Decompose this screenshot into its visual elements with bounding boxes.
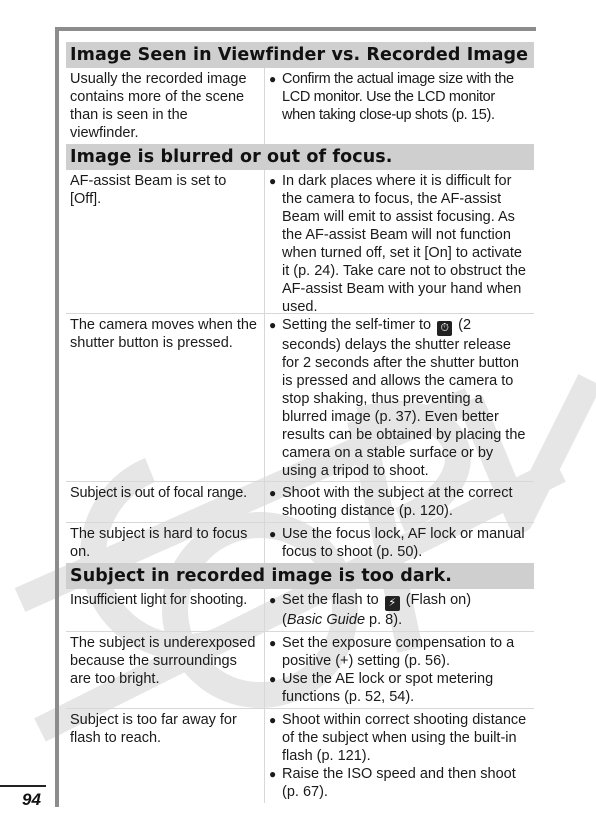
bullet-icon: ● [269,593,277,607]
remedy-cell [265,170,534,313]
cause-cell: The subject is underexposed because the surroundings are too bright. [66,632,265,708]
flash-icon: ⚡ [385,596,400,611]
remedy-item: ● Use the AE lock or spot metering functions (p. 52, 54). [269,671,494,705]
bullet-icon: ● [269,72,276,86]
table-row [66,632,534,709]
table-row [66,482,534,523]
bullet-icon: ● [269,527,277,541]
remedy-cell [265,523,534,563]
section-header-blurred: Image is blurred or out of focus. [66,144,534,170]
section-header-too-dark: Subject in recorded image is too dark. [66,563,534,589]
self-timer-icon: ⏱ [437,321,452,336]
table-row [66,523,534,563]
bullet-icon: ● [269,767,277,781]
cause-cell: The camera moves when the shutter button is pressed. [66,314,265,481]
table-row [66,709,534,803]
page-number-rule [0,785,46,787]
cause-cell: Subject is out of focal range. [66,482,265,522]
remedy-cell [265,589,534,631]
remedy-item: ● In dark places where it is difficult for the camera to focus, the AF-assist Beam will emit to assist focusing. As the AF-assist Beam will not function when turned off, set it [On] to activate it (p. 24). Take care not to obstruct the AF-assist Beam with your hand when used. [269,173,526,315]
page-left-rule [55,27,59,807]
remedy-item: ● Shoot with the subject at the correct shooting distance (p. 120). [269,485,513,519]
table-row [66,68,534,144]
cause-cell: Subject is too far away for flash to reach. [66,709,265,803]
cause-cell: Insufficient light for shooting. [66,589,265,631]
cause-cell: Usually the recorded image contains more of the scene than is seen in the viewfinder. [66,68,265,144]
cause-cell: AF-assist Beam is set to [Off]. [66,170,265,313]
bullet-icon: ● [269,636,277,650]
troubleshooting-table [66,42,534,803]
bullet-icon: ● [269,486,277,500]
table-row [66,589,534,632]
remedy-cell [265,632,534,708]
remedy-item: ● Shoot within correct shooting distance of the subject when using the built-in flash (p. 121). [269,712,527,764]
remedy-item: ● Confirm the actual image size with the LCD monitor. Use the LCD monitor when taking close-up shots (p. 15). [269,71,514,123]
table-row [66,170,534,314]
remedy-cell [265,68,534,144]
remedy-item: ● Setting the self-timer to ⏱ (2 seconds) delays the shutter release for 2 seconds after the shutter button is pressed and allows the camera to stop shaking, thus preventing a blurred image (p. 37). Even better results can be obtained by placing the camera on a stable surface or by using a tripod to shoot. [269,317,526,479]
remedy-cell [265,709,534,803]
remedy-cell [265,482,534,522]
bullet-icon: ● [269,713,277,727]
bullet-icon: ● [269,672,277,686]
bullet-icon: ● [269,318,277,332]
section-header-viewfinder: Image Seen in Viewfinder vs. Recorded Image [66,42,534,68]
remedy-item: ● Set the flash to ⚡ (Flash on) (Basic Guide p. 8). [269,592,472,628]
table-row [66,314,534,482]
remedy-item: ● Raise the ISO speed and then shoot (p. 67). [269,766,516,800]
remedy-cell [265,314,534,481]
remedy-item: ● Use the focus lock, AF lock or manual focus to shoot (p. 50). [269,526,525,560]
page-top-rule [55,27,536,31]
remedy-item: ● Set the exposure compensation to a positive (+) setting (p. 56). [269,635,515,669]
page-number: 94 [22,790,41,809]
cause-cell: The subject is hard to focus on. [66,523,265,563]
bullet-icon: ● [269,174,277,188]
